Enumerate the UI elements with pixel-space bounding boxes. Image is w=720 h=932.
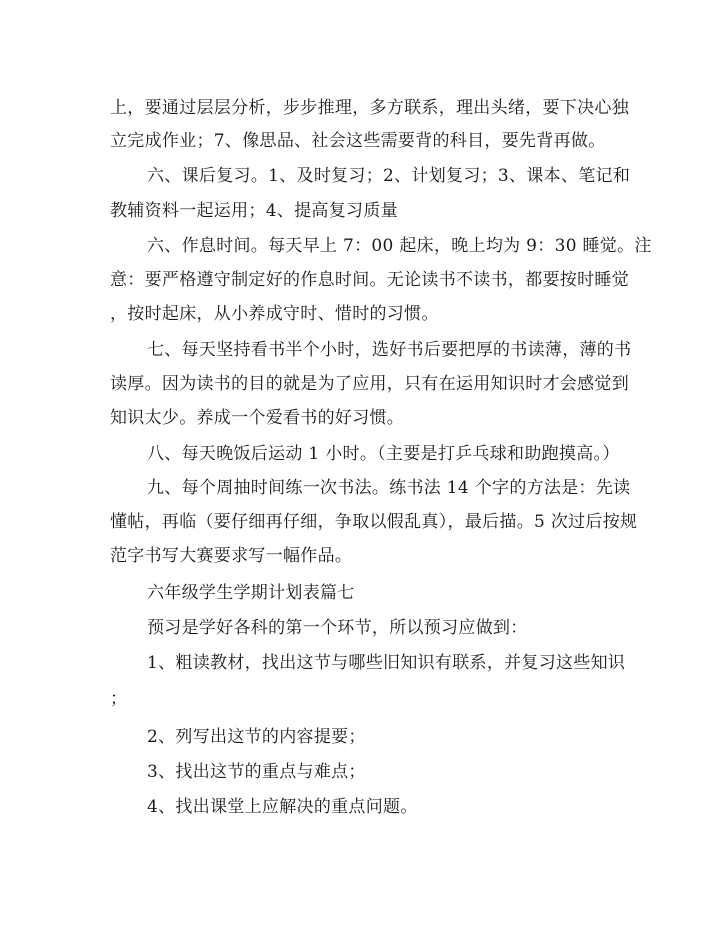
- text-line: 九、每个周抽时间练一次书法。练书法 14 个字的方法是：先读: [147, 478, 631, 498]
- text-line: 懂帖，再临（要仔细再仔细，争取以假乱真），最后描。5 次过后按规: [110, 512, 638, 532]
- text-line: 上，要通过层层分析，步步推理，多方联系，理出头绪，要下决心独: [110, 98, 629, 118]
- text-line: 六、作息时间。每天早上 7：00 起床，晚上均为 9：30 睡觉。注: [147, 236, 652, 256]
- text-line: 六、课后复习。1、及时复习；2、计划复习；3、课本、笔记和: [147, 166, 631, 186]
- section-heading: 六年级学生学期计划表篇七: [147, 583, 355, 603]
- list-item: 4、找出课堂上应解决的重点问题。: [147, 797, 418, 817]
- text-line: 立完成作业；7、像思品、社会这些需要背的科目，要先背再做。: [110, 131, 606, 151]
- text-line: 意：要严格遵守制定好的作息时间。无论读书不读书，都要按时睡觉: [110, 270, 629, 290]
- text-line: ；: [110, 689, 128, 709]
- text-line: 七、每天坚持看书半个小时，选好书后要把厚的书读薄，薄的书: [147, 340, 632, 360]
- list-item: 3、找出这节的重点与难点；: [147, 762, 366, 782]
- list-item: 1、粗读教材，找出这节与哪些旧知识有联系，并复习这些知识: [147, 653, 626, 673]
- text-line: 教辅资料一起运用；4、提高复习质量: [110, 201, 398, 221]
- text-line: 预习是学好各科的第一个环节，所以预习应做到：: [147, 618, 528, 638]
- text-line: ，按时起床，从小养成守时、惜时的习惯。: [110, 304, 439, 324]
- text-line: 知识太少。养成一个爱看书的好习惯。: [110, 408, 405, 428]
- text-line: 范字书写大赛要求写一幅作品。: [110, 546, 353, 566]
- text-line: 读厚。因为读书的目的就是为了应用，只有在运用知识时才会感觉到: [110, 374, 629, 394]
- list-item: 2、列写出这节的内容提要；: [147, 727, 366, 747]
- text-line: 八、每天晚饭后运动 1 小时。（主要是打乒乓球和助跑摸高。）: [147, 444, 620, 464]
